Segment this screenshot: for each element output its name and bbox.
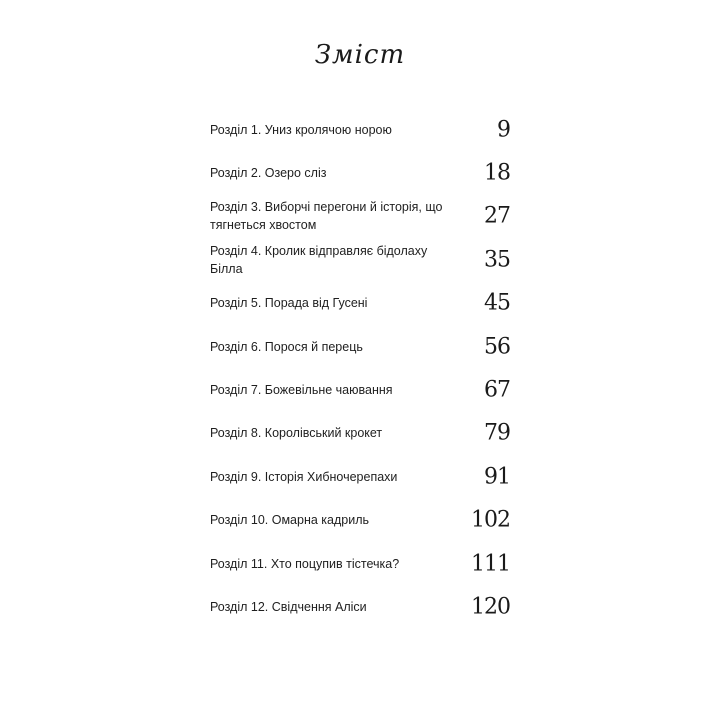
page-number: 102: [471, 507, 510, 533]
chapter-title: Розділ 12. Свідчення Аліси: [210, 599, 367, 614]
chapter-title: Розділ 6. Порося й перець: [210, 339, 363, 354]
chapter-title: Розділ 3. Виборчі перегони й історія, що тягнеться хвостом: [210, 200, 443, 233]
toc-entry: [210, 151, 510, 194]
toc-entry: [210, 282, 510, 325]
chapter-title: Розділ 4. Кролик відправляє бідолаху Білла: [210, 243, 428, 276]
chapter-title: Розділ 1. Униз кролячою норою: [210, 122, 392, 137]
page-number: 27: [484, 203, 510, 229]
toc-list: [210, 108, 510, 629]
page-number: 9: [497, 117, 510, 143]
chapter-title: Розділ 5. Порада від Гусені: [210, 296, 368, 311]
page-number: 120: [471, 594, 510, 620]
toc-entry: [210, 325, 510, 368]
toc-entry: [210, 585, 510, 628]
page-number: 35: [484, 247, 510, 273]
toc-entry: [210, 108, 510, 151]
toc-entry: [210, 238, 510, 281]
page-number: 111: [471, 551, 510, 577]
page-number: 56: [484, 334, 510, 360]
toc-entry: [210, 412, 510, 455]
chapter-title: Розділ 11. Хто поцупив тістечка?: [210, 556, 400, 571]
page-number: 45: [484, 290, 510, 316]
toc-entry: [210, 499, 510, 542]
chapter-title: Розділ 10. Омарна кадриль: [210, 513, 370, 528]
page-number: 18: [484, 160, 510, 186]
chapter-title: Розділ 9. Історія Хибночерепахи: [210, 469, 398, 484]
toc-entry: [210, 195, 510, 238]
chapter-title: Розділ 2. Озеро сліз: [210, 166, 327, 181]
toc-entry: [210, 455, 510, 498]
chapter-title: Розділ 8. Королівський крокет: [210, 426, 383, 441]
page-number: 91: [484, 464, 510, 490]
toc-entry: [210, 542, 510, 585]
toc-entry: [210, 368, 510, 411]
page-title: Зміст: [314, 40, 406, 70]
page-number: 67: [484, 377, 510, 403]
page-number: 79: [484, 420, 510, 446]
chapter-title: Розділ 7. Божевільне чаювання: [210, 383, 393, 398]
